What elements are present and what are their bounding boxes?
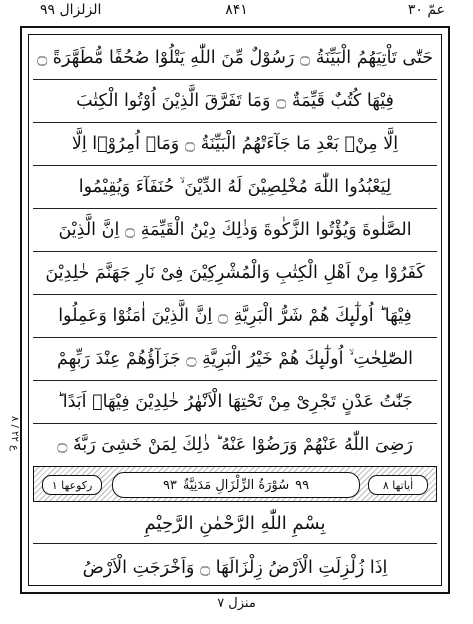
ayah-count-label: اٰیاتها ۸ [368, 475, 428, 495]
bismillah: بِسْمِ اللّٰهِ الرَّحْمٰنِ الرَّحِیْمِ [33, 504, 437, 544]
revelation-order: ۹۳ [162, 477, 177, 493]
ruku-count-label: رکوعها ۱ [42, 475, 102, 495]
text-line-5: الصَّلٰوةَ وَیُؤْتُوا الزَّكٰوةَ وَذٰلِكَ دِیْنُ الْقَیِّمَةِ ۝ اِنَّ الَّذِیْنَ [33, 208, 437, 252]
header-juz-name: عمّ ۳۰ [407, 2, 445, 18]
surah-number: ۹۹ [295, 477, 310, 493]
ruku-marker: ۸ / ع ۲۲ [9, 416, 20, 452]
header-surah-name: الزلزال ۹۹ [40, 2, 102, 18]
text-line-10: رَضِیَ اللّٰهُ عَنْهُمْ وَرَضُوْا عَنْهُ ؕ ذٰلِكَ لِمَنْ خَشِیَ رَبَّهٗ ۝ [57, 435, 413, 455]
text-line-2: فِیْهَا كُتُبٌ قَیِّمَةٌ ۝ وَمَا تَفَرَّقَ الَّذِیْنَ اُوْتُوا الْكِتٰبَ [33, 79, 437, 123]
page-number: ۸۴۱ [225, 2, 248, 18]
text-line-7: فِیْهَا ؕ اُولٰٓىِٕكَ هُمْ شَرُّ الْبَرِیَّةِ ۝ اِنَّ الَّذِیْنَ اٰمَنُوْا وَعَمِلُوا [33, 294, 437, 338]
text-line-4: لِیَعْبُدُوا اللّٰهَ مُخْلِصِیْنَ لَهُ الدِّیْنَ ۙ حُنَفَآءَ وَیُقِیْمُوا [33, 165, 437, 209]
text-line-6: كَفَرُوْا مِنْ اَهْلِ الْكِتٰبِ وَالْمُشْرِكِیْنَ فِیْ نَارِ جَهَنَّمَ خٰلِدِیْنَ [33, 251, 437, 295]
manzil-footer: منزل ۷ [217, 596, 256, 611]
surah-header-band [33, 466, 437, 502]
text-line-9: جَنّٰتُ عَدْنٍ تَجْرِیْ مِنْ تَحْتِهَا الْاَنْهٰرُ خٰلِدِیْنَ فِیْهَاۤ اَبَدًا ؕ [33, 380, 437, 424]
surah-title-panel [112, 472, 360, 498]
text-line-8: الصّٰلِحٰتِ ۙ اُولٰٓىِٕكَ هُمْ خَیْرُ الْبَرِیَّةِ ۝ جَزَآؤُهُمْ عِنْدَ رَبِّهِمْ [33, 337, 437, 381]
text-line-3: اِلَّا مِنْۢ بَعْدِ مَا جَآءَتْهُمُ الْبَیِّنَةُ ۝ وَمَاۤ اُمِرُوْۤا اِلَّا [33, 122, 437, 166]
text-line-11: اِذَا زُلْزِلَتِ الْاَرْضُ زِلْزَالَهَا ۝ وَاَخْرَجَتِ الْاَرْضُ [82, 558, 388, 578]
text-line-1: حَتّٰی تَاْتِیَهُمُ الْبَیِّنَةُ ۝ رَسُوْلٌ مِّنَ اللّٰهِ یَتْلُوْا صُحُفًا مُّطَهَّرَةً ۝ [33, 36, 437, 80]
surah-title: سُوْرَةُ الزِّلْزَالِ مَدَنِیَّةٌ [182, 477, 290, 493]
